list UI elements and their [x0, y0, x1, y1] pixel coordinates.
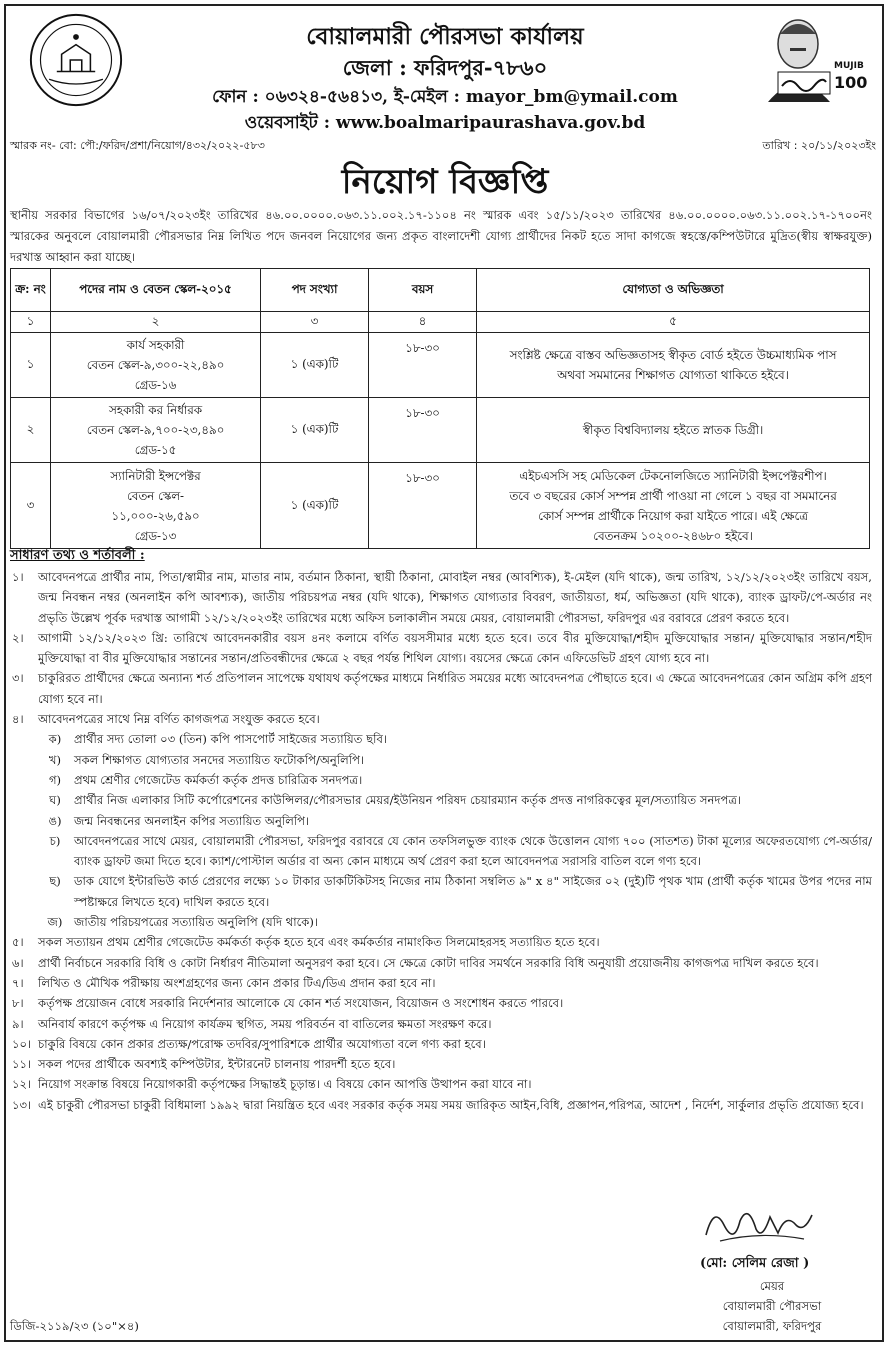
sub-item-text: সকল শিক্ষাগত যোগ্যতার সনদের সত্যায়িত ফটোকপি/অনুলিপি।	[74, 752, 365, 767]
item-number: ১।	[12, 570, 24, 584]
sub-item-letter: জ)	[47, 915, 63, 930]
sub-item-letter: ঙ)	[48, 813, 62, 828]
list-item	[10, 709, 872, 729]
col-header-qualification: যোগ্যতা ও অভিজ্ঞতা	[477, 269, 870, 312]
sub-item-text: জন্ম নিবন্ধনের অনলাইন কপির সত্যায়িত অনুলিপি।	[74, 813, 310, 828]
svg-text:MUJIB: MUJIB	[834, 61, 864, 71]
sub-item-text: জাতীয় পরিচয়পত্রের সত্যায়িত অনুলিপি (যদি থাকে)।	[74, 915, 319, 930]
item-number: ১২।	[12, 1077, 32, 1092]
sub-item-text: প্রথম শ্রেণীর গেজেটেড কর্মকর্তা কর্তৃক প্রদত্ত চারিত্রিক সনদপত্র।	[74, 772, 363, 787]
list-item	[10, 1034, 872, 1054]
row-sl: ১	[11, 333, 51, 398]
table-row	[11, 333, 870, 398]
col-header-post: পদের নাম ও বেতন স্কেল-২০১৫	[51, 269, 261, 312]
table-row	[11, 398, 870, 463]
pay-scale: বেতন স্কেল-৯,৩০০-২২,৪৯০	[86, 358, 225, 372]
index-cell: ২	[51, 312, 261, 333]
memo-number: স্মারক নং- বো: পৌ:/ফরিদ/প্রশা/নিয়োগ/৪৩২/২০২২-৫৮৩	[10, 139, 265, 152]
grade: গ্রেড-১৬	[134, 378, 177, 392]
list-item	[10, 973, 872, 993]
col-header-age: বয়স	[369, 269, 477, 312]
intro-paragraph: স্থানীয় সরকার বিভাগের ১৬/০৭/২০২৩ইং তারিখের ৪৬.০০.০০০০.০৬৩.১১.০০২.১৭-১১০৪ নং স্মারক এবং ১৫/১১/২০২৩ তারিখের ৪৬.০০.০০০০.০৬৩.১১.০০২.১৭-১৭০০নং স্মারকের অনুবলে বোয়ালমারী পৌরসভার নিম্ন লিখিত পদে জনবল নিয়োগের জন্য প্রকৃত বাংলাদেশী যোগ্য প্রার্থীদের নিকট হতে সাদা কাগজে স্বহস্তে/কম্পিউটারে মুদ্রিত(স্বীয় স্বাক্ষরযুক্ত) দরখাস্ত আহ্বান করা যাচ্ছে।	[10, 208, 872, 264]
district-line: জেলা : ফরিদপুর-৭৮৬০	[342, 55, 548, 80]
row-age: ১৮-৩০	[369, 333, 477, 398]
row-age: ১৮-৩০	[369, 463, 477, 549]
item-number: ২।	[12, 630, 24, 645]
index-cell: ৪	[369, 312, 477, 333]
item-number: ৮।	[12, 996, 24, 1011]
list-item	[10, 1074, 872, 1094]
sub-list-item	[36, 811, 872, 831]
item-text: অনিবার্য কারণে কর্তৃপক্ষ এ নিয়োগ কার্যক্রম স্থগিত, সময় পরিবর্তন বা বাতিলের ক্ষমতা সংরক্ষণ করে।	[38, 1016, 492, 1031]
list-item	[10, 993, 872, 1013]
item-text: চাকুরি বিষয়ে কোন প্রকার প্রত্যক্ষ/পরোক্ষ তদবির/সুপারিশকে প্রার্থীর অযোগ্যতা বলে গণ্য করা হবে।	[38, 1036, 486, 1051]
sub-list-item	[36, 871, 872, 912]
pay-scale: বেতন স্কেল-৯,৭০০-২৩,৪৯০	[86, 423, 225, 437]
list-item	[10, 628, 872, 669]
row-age: ১৮-৩০	[369, 398, 477, 463]
row-count: ১ (এক)টি	[261, 398, 369, 463]
grade: গ্রেড-১৩	[134, 528, 177, 543]
list-item	[10, 1095, 872, 1115]
grade: গ্রেড-১৫	[134, 443, 177, 457]
item-number: ১০।	[12, 1036, 32, 1051]
index-cell: ১	[11, 312, 51, 333]
item-text: চাকুরিরত প্রার্থীদের ক্ষেত্রে অন্যান্য শর্ত প্রতিপালন সাপেক্ষে যথাযথ কর্তৃপক্ষের মাধ্যমে নির্ধারিত সময়ের মধ্যে আবেদনপত্র পৌছাতে হবে। এ ক্ষেত্রে আবেদনপত্রের কোন অগ্রিম কপি গ্রহণ যোগ্য হবে না।	[38, 671, 872, 706]
list-item	[10, 1014, 872, 1034]
item-text: লিখিত ও মৌখিক পরীক্ষায় অংশগ্রহণের জন্য কোন প্রকার টিএ/ডিএ প্রদান করা হবে না।	[38, 975, 436, 990]
list-item	[10, 668, 872, 709]
qualification-line: এইচএসসি সহ মেডিকেল টেকনোলজিতে স্যানিটারী ইন্সপেক্টরশীপ।	[519, 468, 827, 483]
qualification-line: তবে ৩ বছরের কোর্স সম্পন্ন প্রার্থী পাওয়া না গেলে ১ বছর বা সমমানের	[509, 488, 837, 503]
sub-list-item	[36, 750, 872, 770]
website-line: ওয়েবসাইট : www.boalmaripaurashava.gov.bd	[244, 113, 646, 133]
row-post	[51, 398, 261, 463]
qualification-line: কোর্স সম্পন্ন প্রার্থীকে নিয়োগ করা যাইতে পারে। এই ক্ষেত্রে	[538, 508, 808, 523]
item-number: ১৩।	[12, 1097, 32, 1112]
notice-title: নিয়োগ বিজ্ঞপ্তি	[341, 162, 549, 202]
signature-image	[700, 1195, 820, 1253]
sub-item-letter: চ)	[49, 833, 61, 848]
row-post	[51, 463, 261, 549]
item-number: ৯।	[12, 1016, 24, 1031]
row-sl: ২	[11, 398, 51, 463]
sub-item-text: আবেদনপত্রের সাথে মেয়র, বোয়ালমারী পৌরসভা, ফরিদপুর বরাবরে যে কোন তফসিলভুক্ত ব্যাংক থেকে উত্তোলন যোগ্য ৭০০ (সাতশত) টাকা মূল্যের অফেরতযোগ্য পে-অর্ডার/ব্যাংক ড্রাফট জমা দিতে হবে। ক্যাশ/পোস্টাল অর্ডার বা অন্য কোন মাধ্যমে অর্থ প্রেরণ করা হলে আবেদনপত্র সরাসরি বাতিল বলে গণ্য হবে।	[74, 833, 872, 869]
item-number: ৬।	[12, 955, 24, 970]
qualification-line: বেতনক্রম ১০২০০-২৪৬৮০ হইবে।	[593, 528, 753, 543]
row-qualification	[477, 333, 870, 398]
terms-list	[10, 567, 872, 1115]
signatory-name: (মো: সেলিম রেজা )	[700, 1256, 810, 1271]
vacancy-table	[10, 268, 870, 549]
list-item	[10, 932, 872, 952]
pay-scale-range: ১১,০০০-২৬,৫৯০	[111, 508, 200, 523]
post-title: কার্য সহকারী	[126, 338, 185, 352]
item-text: এই চাকুরী পৌরসভা চাকুরী বিধিমালা ১৯৯২ দ্বারা নিয়ন্ত্রিত হবে এবং সরকার কর্তৃক সময় সময় জারিকৃত আইন,বিধি, প্রজ্ঞাপন,পরিপত্র, আদেশ , নির্দেশ, সার্কুলার প্রভৃতি প্রযোজ্য হবে।	[38, 1097, 864, 1112]
sub-item-letter: ছ)	[49, 874, 61, 889]
index-cell: ৫	[477, 312, 870, 333]
signatory-block	[678, 1278, 866, 1340]
qualification-line: সংশ্লিষ্ট ক্ষেত্রে বাস্তব অভিজ্ঞতাসহ স্বীকৃত বোর্ড হইতে উচ্চমাধ্যমিক পাস	[509, 348, 837, 362]
signatory-designation: মেয়র	[759, 1279, 785, 1293]
row-count: ১ (এক)টি	[261, 333, 369, 398]
item-number: ৭।	[12, 975, 24, 990]
sub-item-letter: খ)	[48, 752, 62, 767]
footer-code: ডিজি-২১১৯/২৩ (১০"×৪)	[10, 1319, 139, 1333]
item-number: ৫।	[12, 935, 24, 950]
item-text: প্রার্থী নির্বাচনে সরকারি বিধি ও কোটা নির্ধারণ নীতিমালা অনুসরণ করা হবে। সে ক্ষেত্রে কোটা দাবির সমর্থনে সরকারি বিধি অনুযায়ী প্রয়োজনীয় কাগজপত্র দাখিল করতে হবে।	[38, 955, 819, 970]
terms-heading: সাধারণ তথ্য ও শর্তাবলী :	[10, 548, 145, 563]
sub-item-text: ডাক যোগে ইন্টারভিউ কার্ড প্রেরণের লক্ষ্যে ১০ টাকার ডাকটিকিটসহ নিজের নাম ঠিকানা সম্বলিত ৯" x ৪" সাইজের ০২ (দুই)টি পৃথক খাম (প্রার্থী কর্তৃক খামের উপর পদের নাম স্পষ্টাক্ষরে লিখতে হবে) দাখিল করতে হবে।	[74, 874, 872, 909]
office-name: বোয়ালমারী পৌরসভা কার্যালয়	[306, 23, 584, 50]
item-text: আগামী ১২/১২/২০২৩ খ্রি: তারিখে আবেদনকারীর বয়স ৪নং কলামে বর্ণিত বয়সসীমার মধ্যে হতে হবে। তবে বীর মুক্তিযোদ্ধা/শহীদ মুক্তিযোদ্ধার সন্তান/ মুক্তিযোদ্ধার সন্তান/শহীদ মুক্তিযোদ্ধা বা বীর মুক্তিযোদ্ধার সন্তানের সন্তান/প্রতিবন্ধীদের ক্ষেত্রে ২ বছর পর্যন্ত শিথিল যোগ্য। বয়সের ক্ষেত্রে কোন এফিডেভিট গ্রহণ যোগ্য হবে না।	[38, 630, 872, 666]
list-item	[10, 1054, 872, 1074]
index-cell: ৩	[261, 312, 369, 333]
sub-item-text: প্রার্থীর সদ্য তোলা ০৩ (তিন) কপি পাসপোর্ট সাইজের সত্যায়িত ছবি।	[74, 732, 388, 747]
item-number: ১১।	[12, 1057, 32, 1072]
row-post	[51, 333, 261, 398]
col-header-sl: ক্র: নং	[11, 269, 51, 312]
pay-scale: বেতন স্কেল-	[126, 488, 185, 503]
item-text: আবেদনপত্রে প্রার্থীর নাম, পিতা/স্বামীর নাম, মাতার নাম, বর্তমান ঠিকানা, স্থায়ী ঠিকানা, মোবাইল নম্বর (আবশ্যিক), ই-মেইল (যদি থাকে), জন্ম তারিখ, ১২/১২/২০২৩ইং তারিখে বয়স, জন্ম নিবন্ধন নম্বর (অনলাইন কপি আবশ্যক), জাতীয় পরিচয়পত্র নম্বর (যদি থাকে), শিক্ষাগত যোগ্যতার বিবরণ, জাতীয়তা, ধর্ম, অভিজ্ঞতা (যদি থাকে), ব্যাংক ড্রাফট/পে-অর্ডার নং প্রভৃতি উল্লেখ পূর্বক দরখাস্ত আগামী ১২/১২/২০২৩ইং তারিখের মধ্যে অফিস চলাকালীন সময়ে মেয়র, বোয়ালমারী পৌরসভা, ফরিদপুর এর বরাবরে প্রেরণ করতে হবে।	[38, 570, 872, 625]
sub-item-letter: গ)	[48, 772, 62, 787]
sub-item-letter: ক)	[48, 732, 62, 747]
sub-list-item	[36, 831, 872, 872]
qualification-line: অথবা সমমানের শিক্ষাগত যোগ্যতা থাকিতে হইবে।	[557, 368, 789, 382]
contact-line: ফোন : ০৬৩২৪-৫৬৪১৩, ই-মেইল : mayor_bm@ymail.com	[212, 87, 678, 107]
row-qualification	[477, 463, 870, 549]
sub-list-item	[36, 729, 872, 749]
item-text: সকল পদের প্রার্থীকে অবশ্যই কম্পিউটার, ইন্টারনেট চালনায় পারদর্শী হতে হবে।	[38, 1057, 396, 1072]
sub-list-item	[36, 912, 872, 932]
col-header-count: পদ সংখ্যা	[261, 269, 369, 312]
item-number: ৪।	[12, 712, 24, 727]
post-title: স্যানিটারী ইন্সপেক্টর	[110, 468, 201, 483]
sub-item-letter: ঘ)	[49, 793, 61, 808]
item-number: ৩।	[12, 671, 24, 686]
post-title: সহকারী কর নির্ধারক	[109, 403, 202, 417]
sub-list-item	[36, 770, 872, 790]
qualification-line: স্বীকৃত বিশ্ববিদ্যালয় হইতে স্নাতক ডিগ্রী।	[582, 423, 764, 437]
row-sl: ৩	[11, 463, 51, 549]
list-item	[10, 953, 872, 973]
item-text: কর্তৃপক্ষ প্রয়োজন বোধে সরকারি নির্দেশনার আলোকে যে কোন শর্ত সংযোজন, বিয়োজন ও সংশোধন করতে পারবে।	[38, 996, 564, 1011]
table-header-row	[11, 269, 870, 312]
table-index-row	[11, 312, 870, 333]
notice-date: তারিখ : ২০/১১/২০২৩ইং	[762, 139, 876, 152]
item-text: সকল সত্যায়ন প্রথম শ্রেণীর গেজেটেড কর্মকর্তা কর্তৃক হতে হবে এবং কর্মকর্তার নামাংকিত সিলমোহরসহ সত্যায়িত হতে হবে।	[38, 935, 600, 950]
row-count: ১ (এক)টি	[261, 463, 369, 549]
signatory-place: বোয়ালমারী, ফরিদপুর	[722, 1319, 822, 1333]
row-qualification	[477, 398, 870, 463]
table-row	[11, 463, 870, 549]
signatory-office: বোয়ালমারী পৌরসভা	[722, 1299, 822, 1313]
svg-text:100: 100	[834, 73, 868, 92]
item-text: আবেদনপত্রের সাথে নিম্ন বর্ণিত কাগজপত্র সংযুক্ত করতে হবে।	[38, 712, 320, 727]
sub-list-item	[36, 790, 872, 810]
sub-item-text: প্রার্থীর নিজ এলাকার সিটি কর্পোরেশনের কাউন্সিলর/পৌরসভার মেয়র/ইউনিয়ন পরিষদ চেয়ারম্যান কর্তৃক প্রদত্ত নাগরিকত্বের মূল/সত্যায়িত সনদপত্র।	[74, 793, 742, 808]
list-item	[10, 567, 872, 628]
item-text: নিয়োগ সংক্রান্ত বিষয়ে নিয়োগকারী কর্তৃপক্ষের সিদ্ধান্তই চূড়ান্ত। এ বিষয়ে কোন আপত্তি উত্থাপন করা যাবে না।	[38, 1077, 532, 1092]
